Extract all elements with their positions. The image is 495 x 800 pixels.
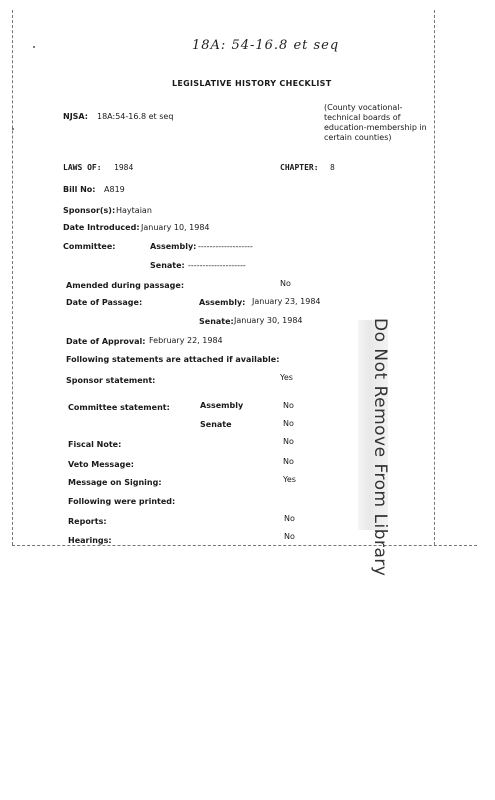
message-on-signing-value: Yes (283, 475, 296, 484)
hearings-value: No (284, 532, 295, 541)
scan-speck (12, 128, 14, 130)
fiscal-note-value: No (283, 437, 294, 446)
sponsor-value: Haytaian (116, 206, 152, 215)
veto-message-label: Veto Message: (68, 460, 134, 469)
date-of-passage-label: Date of Passage: (66, 298, 143, 307)
bill-no-value: A819 (104, 185, 125, 194)
passage-senate-label: Senate: (199, 317, 234, 326)
committee-assembly-value: ------------------- (198, 242, 253, 251)
sponsor-label: Sponsor(s): (63, 206, 116, 215)
date-of-approval-label: Date of Approval: (66, 337, 146, 346)
description-line: certain counties) (324, 133, 392, 142)
page-title: LEGISLATIVE HISTORY CHECKLIST (172, 79, 332, 88)
committee-assembly-label: Assembly: (150, 242, 197, 251)
amended-label: Amended during passage: (66, 281, 185, 290)
hearings-label: Hearings: (68, 536, 112, 545)
reports-label: Reports: (68, 517, 107, 526)
laws-of-value: 1984 (114, 163, 134, 172)
fiscal-note-label: Fiscal Note: (68, 440, 122, 449)
committee-statement-assembly-value: No (283, 401, 294, 410)
passage-assembly-label: Assembly: (199, 298, 246, 307)
description-line: education-membership in (324, 123, 427, 132)
njsa-value: 18A:54-16.8 et seq (97, 112, 174, 121)
description-line: technical boards of (324, 113, 401, 122)
description-line: (County vocational- (324, 103, 403, 112)
committee-statement-senate-value: No (283, 419, 294, 428)
bottom-edge-line (12, 545, 477, 546)
printed-header: Following were printed: (68, 497, 176, 506)
left-edge-line (12, 10, 13, 545)
statements-header: Following statements are attached if available: (66, 355, 280, 364)
njsa-label: NJSA: (63, 112, 88, 121)
passage-assembly-value: January 23, 1984 (252, 297, 321, 306)
handwritten-citation: 18A: 54-16.8 et seq (192, 38, 340, 53)
date-introduced-label: Date Introduced: (63, 223, 140, 232)
scan-speck (33, 46, 35, 48)
committee-statement-assembly-label: Assembly (200, 401, 244, 410)
veto-message-value: No (283, 457, 294, 466)
passage-senate-value: January 30, 1984 (234, 316, 303, 325)
bill-no-label: Bill No: (63, 185, 96, 194)
sponsor-statement-label: Sponsor statement: (66, 376, 156, 385)
right-edge-line (434, 10, 435, 545)
committee-senate-label: Senate: (150, 261, 185, 270)
message-on-signing-label: Message on Signing: (68, 478, 162, 487)
committee-statement-label: Committee statement: (68, 403, 170, 412)
committee-statement-senate-label: Senate (200, 420, 232, 429)
date-introduced-value: January 10, 1984 (141, 223, 210, 232)
chapter-label: CHAPTER: (280, 163, 319, 172)
committee-label: Committee: (63, 242, 116, 251)
reports-value: No (284, 514, 295, 523)
committee-senate-value: -------------------- (188, 261, 246, 270)
chapter-value: 8 (330, 163, 335, 172)
date-of-approval-value: February 22, 1984 (149, 336, 223, 345)
library-stamp-text: Do Not Remove From Library (370, 318, 390, 577)
laws-of-label: LAWS OF: (63, 163, 102, 172)
sponsor-statement-value: Yes (280, 373, 293, 382)
amended-value: No (280, 279, 291, 288)
